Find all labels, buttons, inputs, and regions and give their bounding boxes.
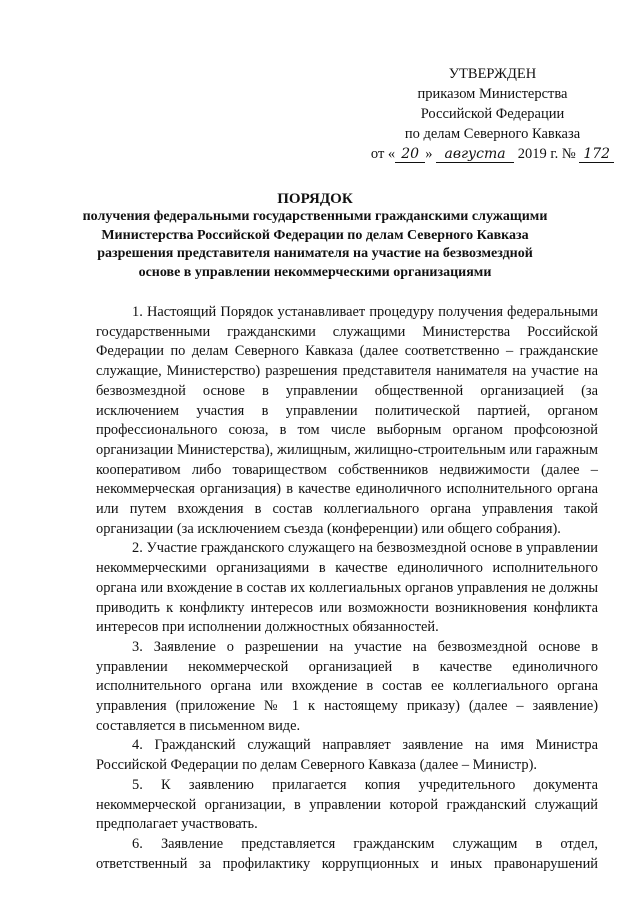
approval-heading: УТВЕРЖДЕН [448, 66, 537, 82]
approval-line: по делам Северного Кавказа [404, 126, 581, 142]
date-mid: » [425, 146, 433, 162]
paragraph-2: 2. Участие гражданского служащего на безвозмездной основе в управлении некоммерческими организациями в качестве единоличного исполнительного органа или вхождение в состав их коллегиальных органов управления не должны приводить к конфликту интересов или возможности возникновения конфликта интересов при исполнении должностных обязанностей. [96, 540, 598, 636]
paragraph-3: 3. Заявление о разрешении на участие на безвозмездной основе в управлении некоммерческой организацией в качестве единоличного исполнительного органа или вхождение в состав ее коллегиального органа управления (приложение № 1 к настоящему приказу) (далее – заявление) составляется в письменном виде. [96, 638, 598, 734]
date-prefix: от « [370, 146, 396, 162]
approval-date [360, 144, 625, 164]
approval-line: приказом Министерства [417, 86, 568, 102]
document-subtitle: получения федеральными государственными гражданскими служащими Министерства Российской Федерации по делам Северного Кавказа разрешения представителя нанимателя на участие на безвозмездной основе в управлении некоммерческими организациями [82, 209, 548, 280]
document-title: ПОРЯДОК [277, 191, 353, 207]
paragraph-5: 5. К заявлению прилагается копия учредительного документа некоммерческой организации, в управлении которой гражданский служащий предполагает участвовать. [96, 776, 598, 833]
date-year: 2019 г. № [517, 146, 576, 162]
paragraph-1: 1. Настоящий Порядок устанавливает процедуру получения федеральными государственными гражданскими служащими Министерства Российской Федерации по делам Северного Кавказа (далее соответственно – гражданские служащие, Министерство) разрешения представителя нанимателя на участие на безвозмездной основе в управлении общественной организацией (за исключением участия в управлении политической партией, органом профессионального союза, в том числе выборным органом профсоюзной организации Министерства), жилищным, жилищно-строительным или гаражным кооперативом либо товариществом собственников недвижимости (далее – некоммерческая организация) в качестве единоличного исполнительного органа или путем вхождения в состав коллегиального органа управления такой организации (за исключением съезда (конференции) или общего собрания). [96, 304, 598, 537]
handwritten-day: 20 [395, 146, 425, 163]
paragraph-4: 4. Гражданский служащий направляет заявление на имя Министра Российской Федерации по делам Северного Кавказа (далее – Министр). [96, 737, 598, 774]
approval-stamp [360, 64, 625, 164]
document-body [96, 303, 598, 874]
approval-line: Российской Федерации [420, 106, 565, 122]
handwritten-order-number: 172 [579, 146, 614, 163]
paragraph-6: 6. Заявление представляется гражданским служащим в отдел, ответственный за профилактику коррупционных и иных правонарушений [96, 835, 598, 872]
handwritten-month: августа [436, 146, 514, 163]
